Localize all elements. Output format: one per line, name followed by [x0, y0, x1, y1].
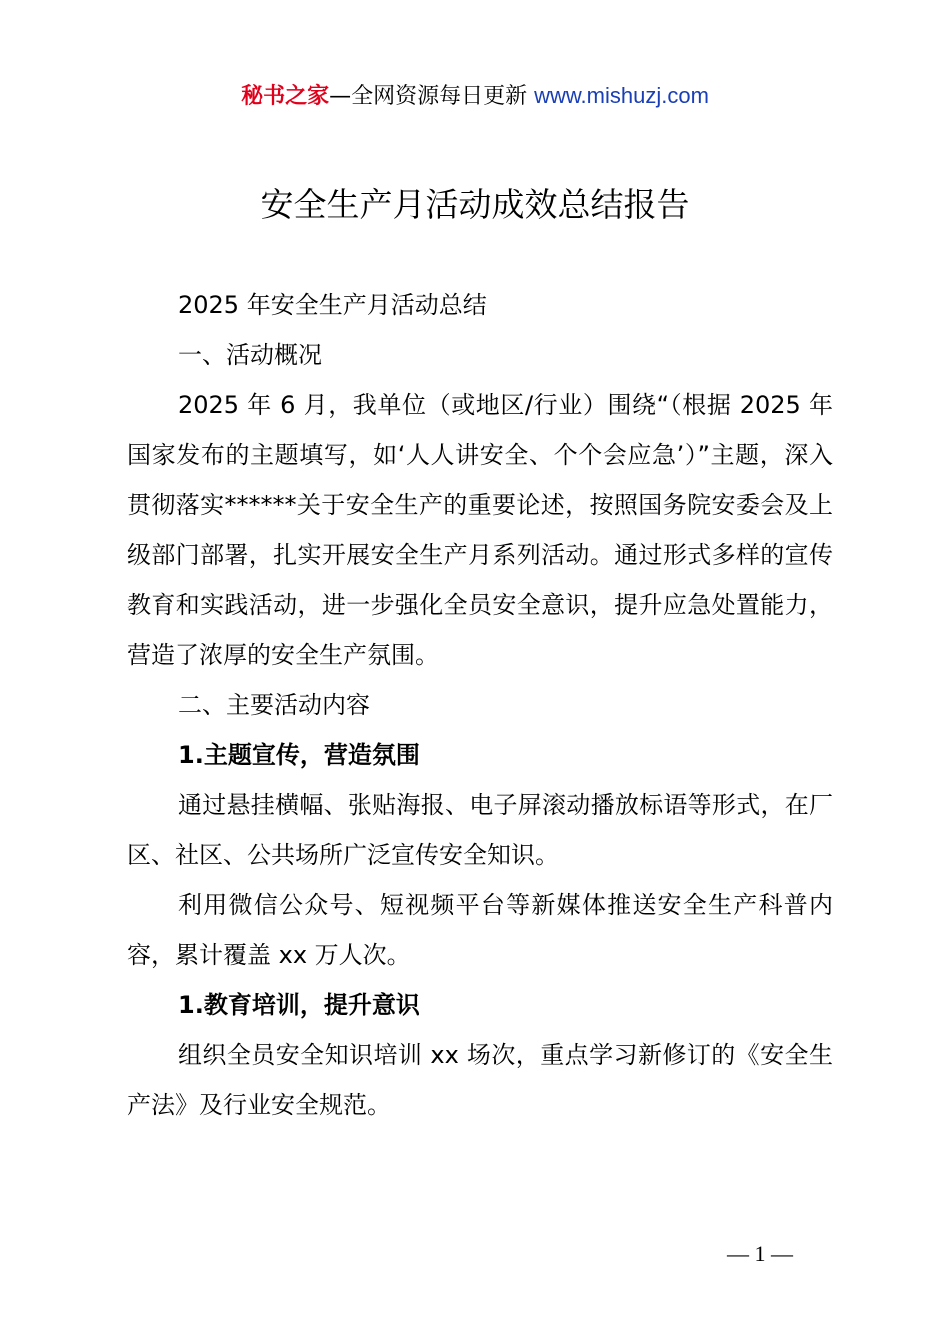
publicity-paragraph-2: 利用微信公众号、短视频平台等新媒体推送安全生产科普内容，累计覆盖 xx 万人次。 — [127, 891, 833, 969]
subheading-publicity: 1.主题宣传，营造氛围 — [178, 741, 420, 769]
banner-brand: 秘书之家 — [241, 84, 330, 109]
subtitle-paragraph: 2025 年安全生产月活动总结 — [178, 291, 487, 319]
publicity-paragraph-1: 通过悬挂横幅、张贴海报、电子屏滚动播放标语等形式，在厂区、社区、公共场所广泛宣传安全知识。 — [127, 791, 833, 869]
section-heading-activities: 二、主要活动内容 — [178, 691, 370, 719]
subheading-training: 1.教育培训，提升意识 — [178, 991, 420, 1019]
document-title: 安全生产月活动成效总结报告 — [260, 185, 690, 224]
banner-url[interactable]: www.mishuzj.com — [534, 83, 709, 108]
training-paragraph: 组织全员安全知识培训 xx 场次，重点学习新修订的《安全生产法》及行业安全规范。 — [127, 1041, 833, 1119]
section-heading-overview: 一、活动概况 — [178, 341, 322, 369]
document-body — [127, 280, 833, 1130]
overview-paragraph: 2025 年 6 月，我单位（或地区/行业）围绕“（根据 2025 年国家发布的主题填写，如‘人人讲安全、个个会应急’）”主题，深入贯彻落实******关于安全生产的重要论述，按照国务院安委会及上级部门部署，扎实开展安全生产月系列活动。通过形式多样的宣传教育和实践活动，进一步强化全员安全意识，提升应急处置能力，营造了浓厚的安全生产氛围。 — [127, 391, 833, 669]
page-number: — 1 — — [727, 1241, 793, 1266]
site-banner — [0, 78, 950, 115]
banner-tagline: —全网资源每日更新 — [329, 84, 535, 109]
